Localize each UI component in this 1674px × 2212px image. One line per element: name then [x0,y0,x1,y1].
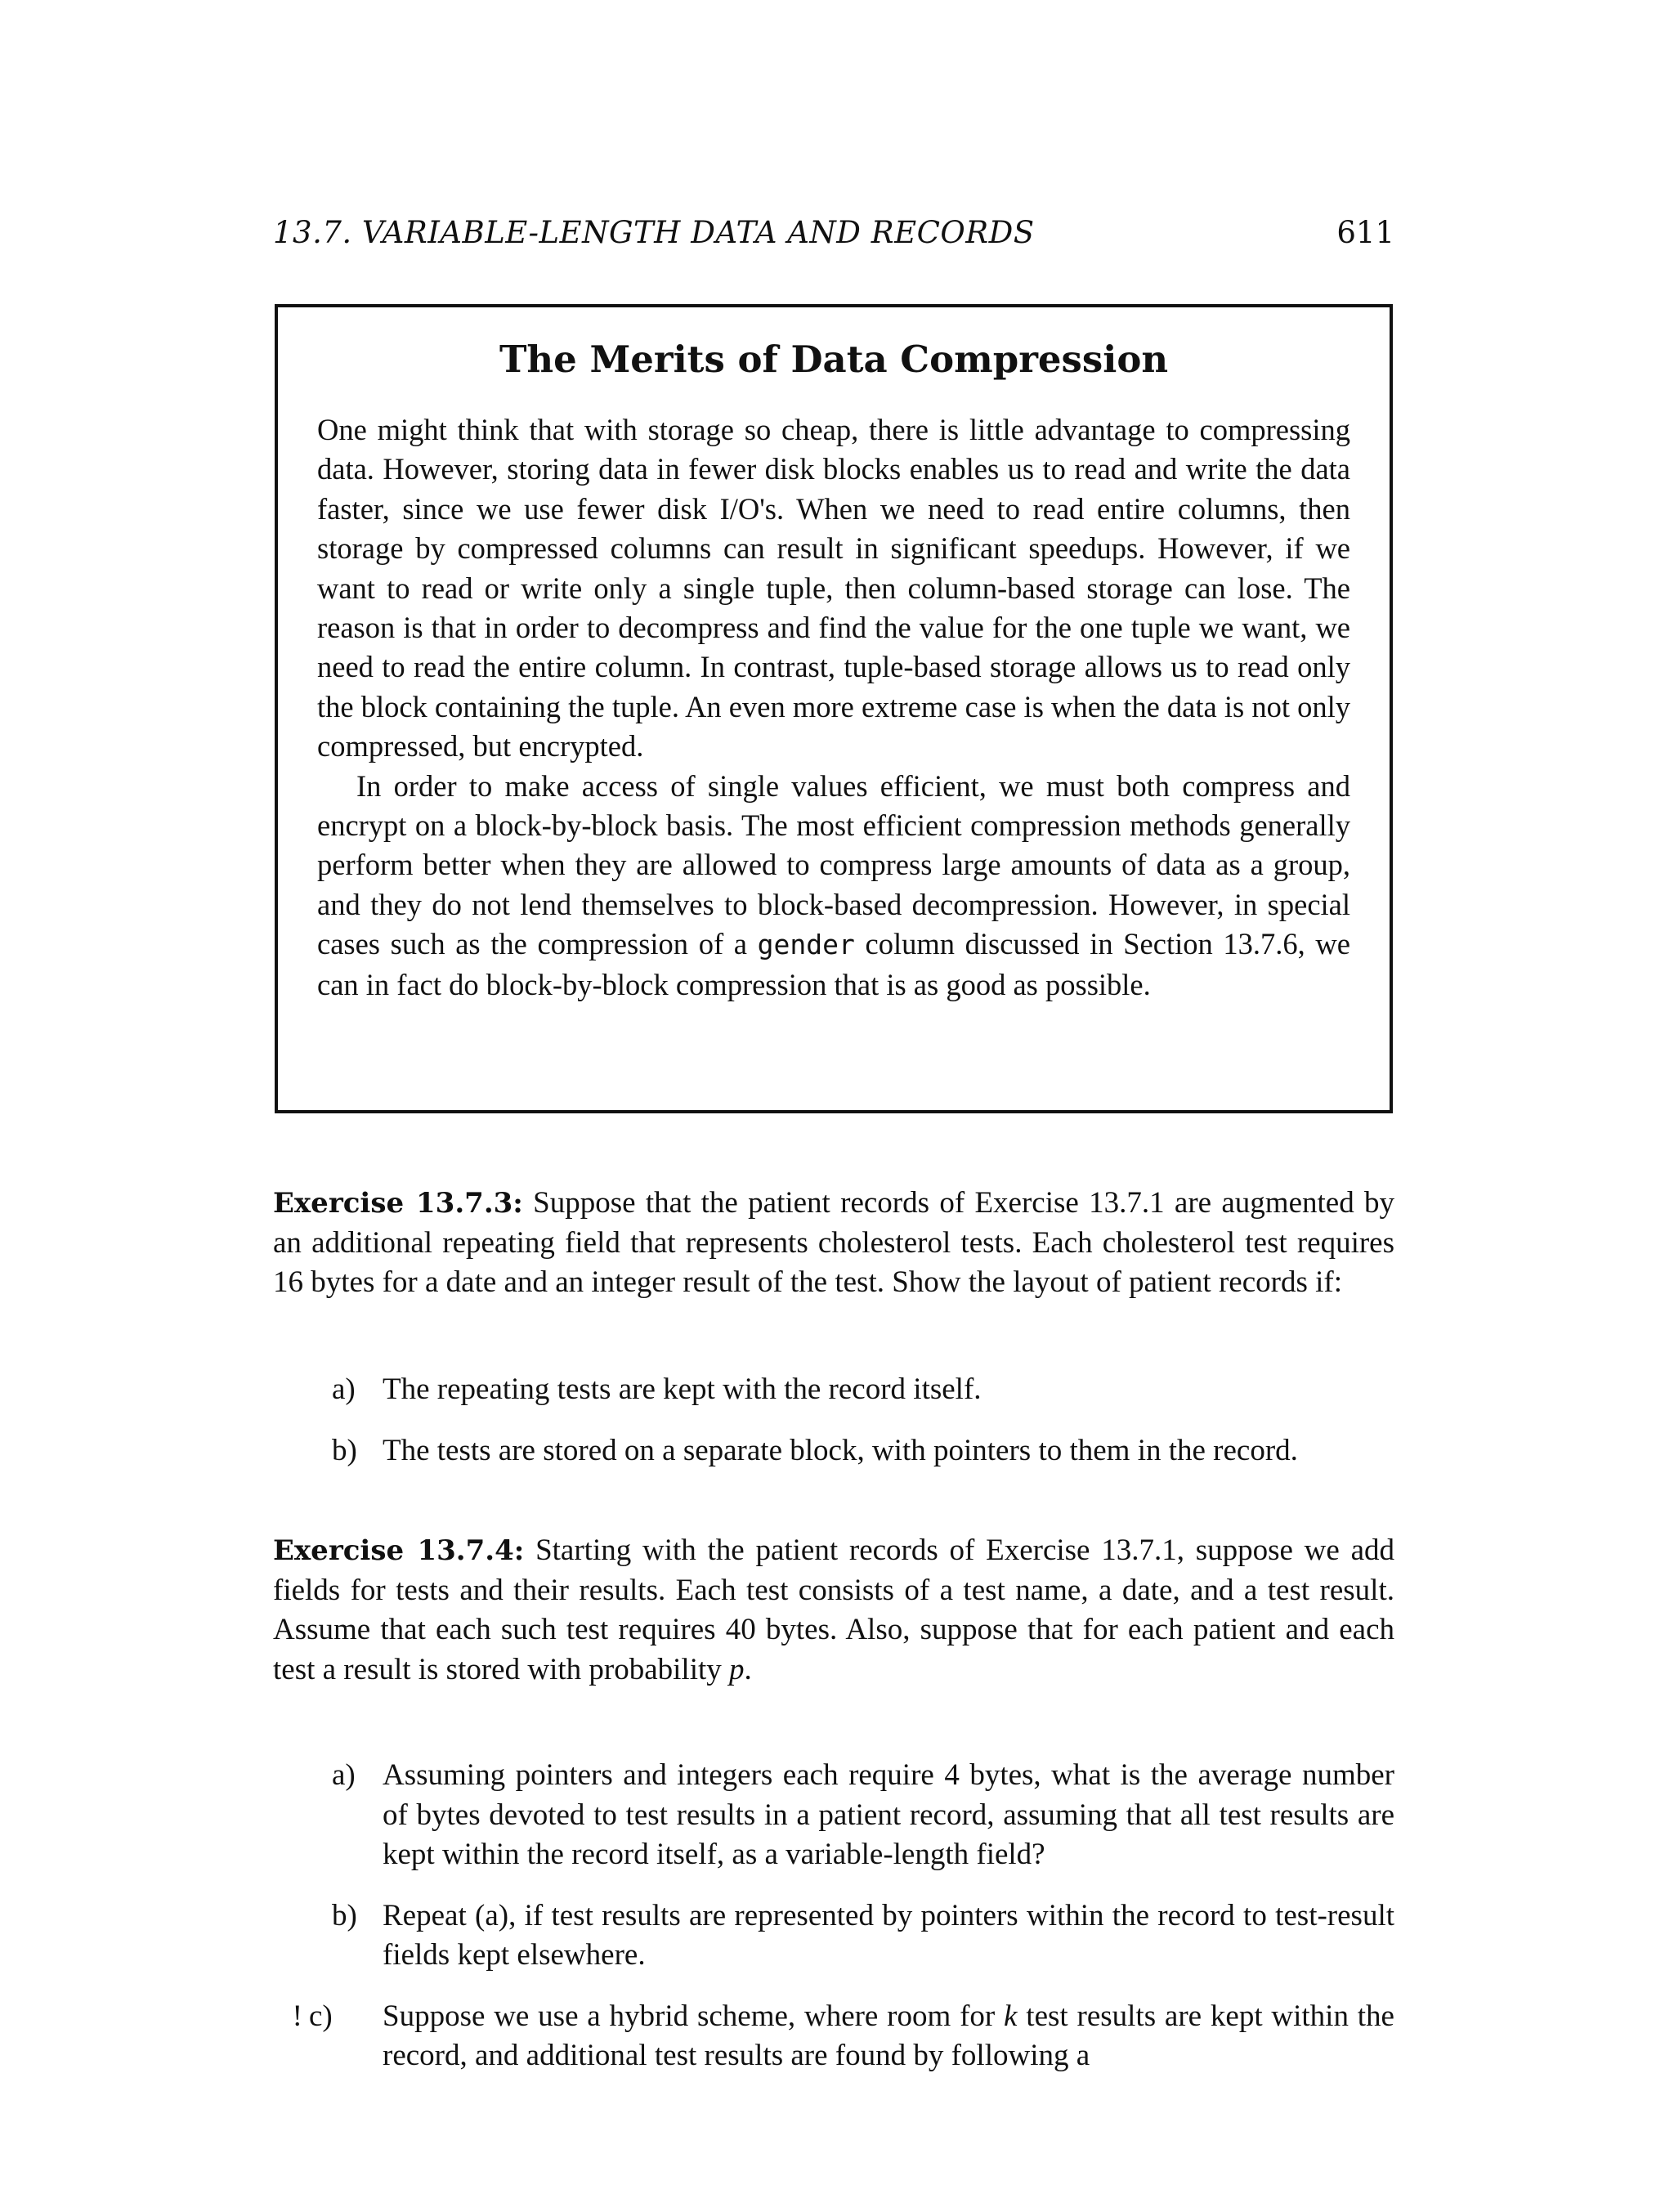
list-item [273,1997,1394,2076]
box-paragraph-1: One might think that with storage so cheap, there is little advantage to compressing data. However, storing data in fewer disk blocks enables us to read and write the data faster, since we use fewer disk I/O's. When we need to read entire columns, then storage by compressed columns can result in significant speedups. However, if we want to read or write only a single tuple, then column-based storage can lose. The reason is that in order to decompress and find the value for the one tuple we want, we need to read the entire column. In contrast, tuple-based storage allows us to read only the block containing the tuple. An even more extreme case is when the data is not only compressed, but encrypted. [317,413,1350,763]
list-item [273,1756,1394,1875]
variable-p: p [729,1652,745,1686]
section-title: 13.7. VARIABLE-LENGTH DATA AND RECORDS [273,215,1035,250]
exercise-text: Starting with the patient records of Exercise 13.7.1, suppose we add fields for tests and their results. Each test consists of a test name, a date, and a test result. Assume that each such test requires 40 bytes. Also, suppose that for each patient and each test a result is stored with probability [273,1534,1394,1686]
exercise-13-7-3 [273,1184,1394,1303]
running-header [273,214,1394,252]
box-paragraph-2 [317,767,1350,1005]
item-letter: a) [332,1758,356,1792]
item-text: The tests are stored on a separate block, with pointers to them in the record. [383,1433,1298,1467]
box-title: The Merits of Data Compression [499,338,1169,381]
sidebar-box [275,304,1393,1113]
exercise-label: Exercise 13.7.4: [273,1534,525,1567]
list-item [273,1431,1394,1471]
item-text: Suppose we use a hybrid scheme, where room for k test results are kept within the record, and additional test results are found by following a [383,1999,1394,2072]
item-letter: a) [332,1372,356,1406]
variable-k: k [1004,1999,1018,2033]
item-text: The repeating tests are kept with the record itself. [383,1372,982,1406]
code-term: gender [757,929,855,961]
list-item [273,1370,1394,1410]
item-letter: b) [332,1898,357,1932]
difficulty-marker: ! [292,1999,302,2033]
exercise-label: Exercise 13.7.3: [273,1187,523,1220]
item-text: Assuming pointers and integers each require 4 bytes, what is the average number of bytes devoted to test results in a patient record, assuming that all test results are kept within the record itself, as a variable-length field? [383,1758,1394,1871]
page-number: 611 [1336,215,1394,250]
exercise-13-7-4-items [273,1756,1394,2076]
exercise-13-7-4: Exercise 13.7.4: Starting with the patient records of Exercise 13.7.1, suppose we add fields for tests and their results. Each test consists of a test name, a date, and a test result. Assume that each such test requires 40 bytes. Also, suppose that for each patient and each test a result is stored with probability p. [273,1534,1394,1686]
box-paragraph-2-start: In order to make access of single values efficient, we must both compress and encrypt on a block-by-block basis. The most efficient compression methods generally perform better when they are allowed to compress large amounts of data as a group, and they do not lend themselves to block-based decompression. However, in special cases such as the compression of a [317,768,1350,961]
box-paragraph-2-end: column discussed in Section 13.7.6, we can in fact do block-by-block compression that is as good as possible. [317,927,1350,1001]
exercise-text: Suppose that the patient records of Exercise 13.7.1 are augmented by an additional repeating field that represents cholesterol tests. Each cholesterol test requires 16 bytes for a date and an integer result of the test. Show the layout of patient records if: [273,1186,1395,1299]
item-text: Repeat (a), if test results are represented by pointers within the record to test-result fields kept elsewhere. [383,1898,1394,1972]
exercise-13-7-3-items [273,1370,1394,1471]
item-letter: b) [332,1433,357,1467]
item-letter: c) [309,1999,333,2033]
list-item [273,1896,1394,1976]
